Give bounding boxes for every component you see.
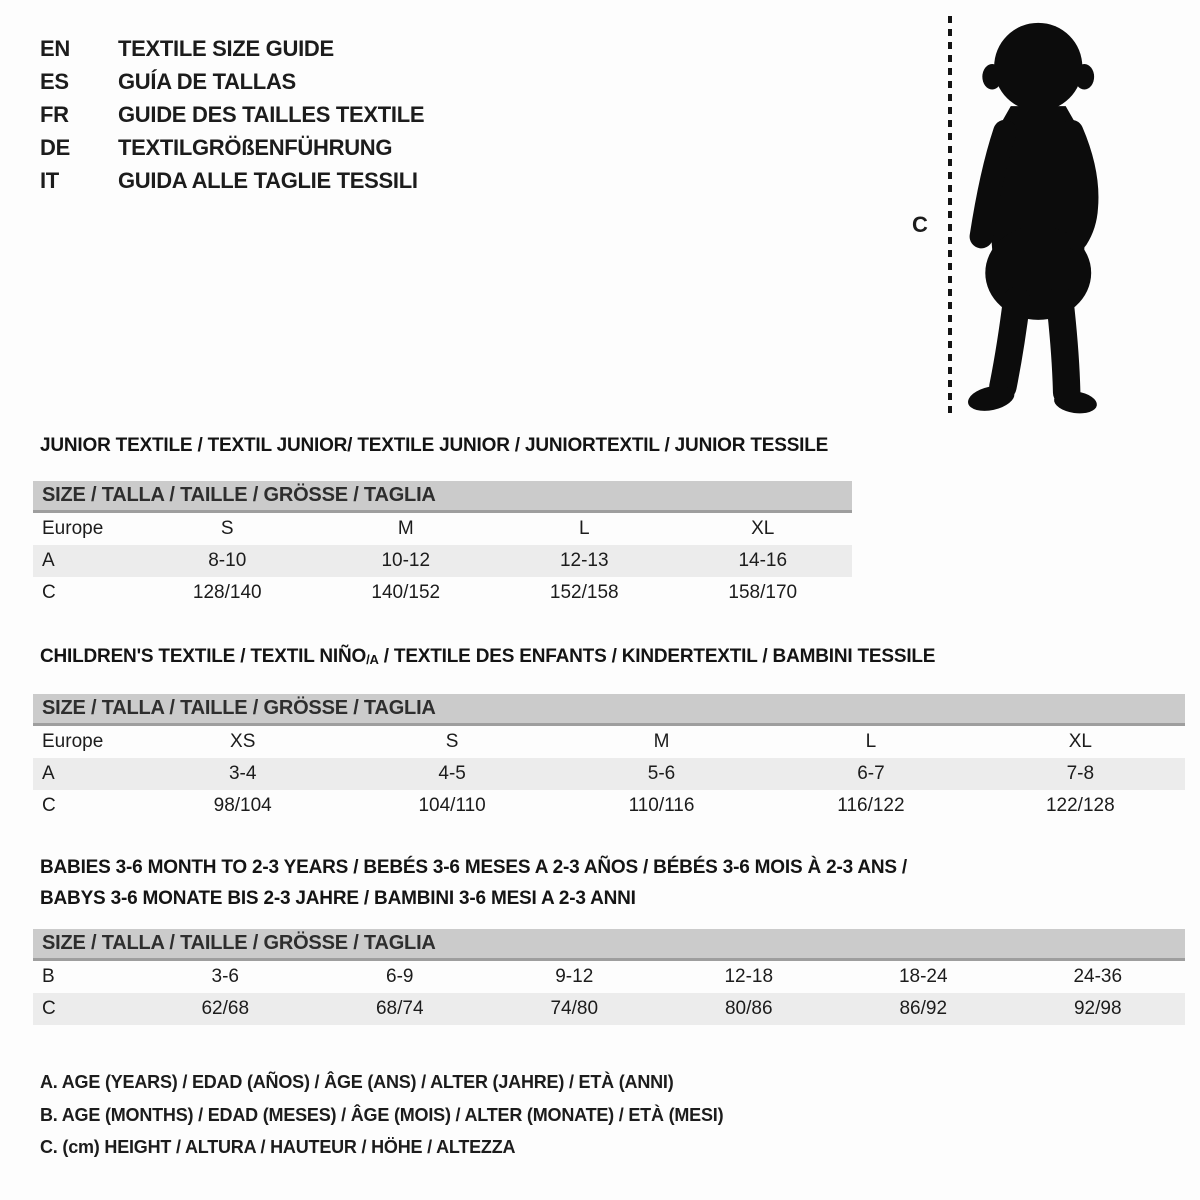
language-row-de: [40, 131, 424, 164]
row-label: A: [42, 550, 55, 571]
table-row-age: [33, 545, 852, 577]
age-cell: 10-12: [381, 550, 431, 571]
language-code: FR: [40, 101, 69, 127]
language-code: DE: [40, 134, 70, 160]
age-cell: 5-6: [647, 763, 676, 784]
language-row-it: [40, 164, 424, 197]
size-header-bar: SIZE / TALLA / TAILLE / GRÖSSE / TAGLIA: [33, 694, 1185, 726]
size-header-bar: SIZE / TALLA / TAILLE / GRÖSSE / TAGLIA: [33, 481, 852, 513]
size-header-bar: SIZE / TALLA / TAILLE / GRÖSSE / TAGLIA: [33, 929, 1185, 961]
language-title: TEXTILGRÖßENFÜHRUNG: [118, 134, 393, 160]
babies-title-line1: BABIES 3-6 MONTH TO 2-3 YEARS / BEBÉS 3-6 MESES A 2-3 AÑOS / BÉBÉS 3-6 MOIS À 2-3 ANS /: [40, 857, 908, 878]
legend-line-a: A. AGE (YEARS) / EDAD (AÑOS) / ÂGE (ANS) / ALTER (JAHRE) / ETÀ (ANNI): [40, 1072, 674, 1092]
height-cell: 80/86: [724, 998, 773, 1019]
children-title-pre: CHILDREN'S TEXTILE / TEXTIL NIÑO: [40, 646, 367, 667]
table-row-europe: [33, 513, 852, 545]
language-row-es: [40, 65, 424, 98]
children-title-post: / TEXTILE DES ENFANTS / KINDERTEXTIL / BAMBINI TESSILE: [378, 646, 936, 667]
size-cell: M: [653, 731, 670, 752]
age-cell: 6-9: [386, 966, 414, 987]
size-cell: L: [578, 518, 590, 539]
age-cell: 12-13: [559, 550, 609, 571]
height-cell: 68/74: [375, 998, 424, 1019]
row-label: Europe: [42, 731, 104, 752]
height-cell: 122/128: [1045, 795, 1115, 816]
size-cell: S: [445, 731, 459, 752]
size-cell: XL: [751, 518, 775, 539]
height-cell: 74/80: [550, 998, 599, 1019]
age-cell: 18-24: [898, 966, 948, 987]
language-title: GUIDE DES TAILLES TEXTILE: [118, 101, 425, 127]
row-label: C: [42, 998, 56, 1019]
age-cell: 14-16: [738, 550, 788, 571]
table-row-age-months: [33, 961, 1185, 993]
language-header: [40, 32, 424, 197]
language-row-fr: [40, 98, 424, 131]
table-row-height: [33, 577, 852, 609]
height-measure-dashed-line: [948, 16, 952, 416]
table-row-height: [33, 993, 1185, 1025]
height-cell: 104/110: [418, 795, 486, 816]
toddler-silhouette-icon: [960, 14, 1140, 416]
legend-line-b: B. AGE (MONTHS) / EDAD (MESES) / ÂGE (MOIS) / ALTER (MONATE) / ETÀ (MESI): [40, 1104, 724, 1125]
row-label: B: [42, 966, 55, 987]
size-cell: S: [220, 518, 234, 539]
height-cell: 98/104: [213, 795, 272, 816]
children-size-table: [33, 694, 1185, 822]
height-measure-label: C: [912, 212, 928, 237]
age-cell: 24-36: [1073, 966, 1123, 987]
age-cell: 7-8: [1066, 763, 1095, 784]
age-cell: 3-6: [211, 966, 239, 987]
language-title: GUIDA ALLE TAGLIE TESSILI: [118, 167, 418, 193]
language-title: TEXTILE SIZE GUIDE: [118, 35, 334, 61]
babies-size-table: [33, 929, 1185, 1025]
language-code: IT: [40, 167, 59, 193]
junior-size-table: [33, 481, 852, 609]
junior-section-title: JUNIOR TEXTILE / TEXTIL JUNIOR/ TEXTILE JUNIOR / JUNIORTEXTIL / JUNIOR TESSILE: [40, 435, 829, 456]
table-row-age: [33, 758, 1185, 790]
babies-title-line2: BABYS 3-6 MONATE BIS 2-3 JAHRE / BAMBINI 3-6 MESI A 2-3 ANNI: [40, 888, 636, 909]
language-code: EN: [40, 35, 70, 61]
size-cell: L: [865, 731, 877, 752]
height-cell: 158/170: [728, 582, 798, 603]
height-cell: 152/158: [549, 582, 619, 603]
table-row-europe: [33, 726, 1185, 758]
height-cell: 140/152: [371, 582, 441, 603]
measurement-legend: [40, 1066, 723, 1164]
language-code: ES: [40, 68, 69, 94]
language-row-en: [40, 32, 424, 65]
row-label: C: [42, 582, 56, 603]
height-cell: 110/116: [628, 795, 695, 816]
height-cell: 62/68: [201, 998, 250, 1019]
age-cell: 4-5: [438, 763, 466, 784]
height-cell: 116/122: [837, 795, 905, 816]
age-cell: 6-7: [857, 763, 885, 784]
age-cell: 3-4: [228, 763, 257, 784]
language-title: GUÍA DE TALLAS: [118, 68, 296, 94]
babies-section-title: [40, 852, 907, 914]
row-label: Europe: [42, 518, 104, 539]
size-cell: M: [397, 518, 414, 539]
height-cell: 92/98: [1073, 998, 1122, 1019]
height-cell: 128/140: [192, 582, 262, 603]
children-title-sub: /A: [366, 652, 379, 667]
age-cell: 8-10: [208, 550, 247, 571]
row-label: A: [42, 763, 55, 784]
table-row-height: [33, 790, 1185, 822]
row-label: C: [42, 795, 56, 816]
size-cell: XL: [1068, 731, 1092, 752]
age-cell: 12-18: [724, 966, 774, 987]
height-cell: 86/92: [899, 998, 948, 1019]
size-cell: XS: [230, 731, 256, 752]
age-cell: 9-12: [555, 966, 594, 987]
children-section-title: [40, 646, 935, 671]
legend-line-c: C. (cm) HEIGHT / ALTURA / HAUTEUR / HÖHE / ALTEZZA: [40, 1137, 516, 1157]
